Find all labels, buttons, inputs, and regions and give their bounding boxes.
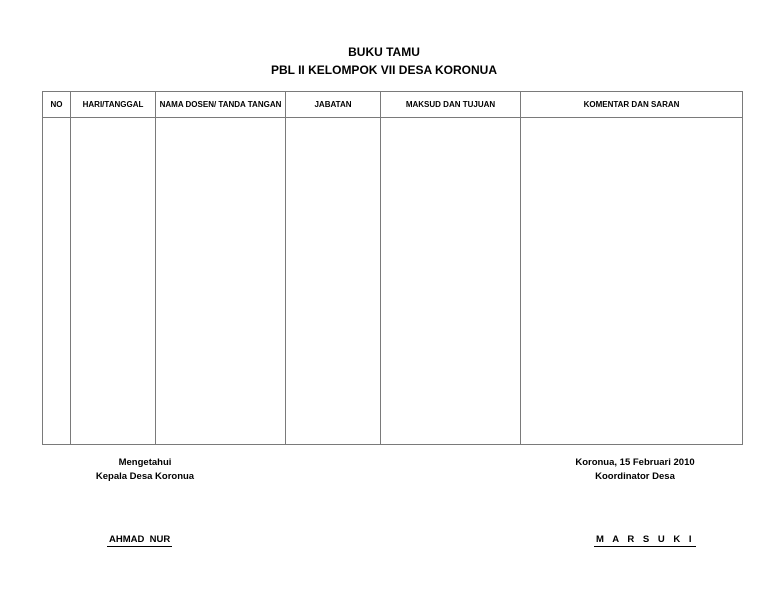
left-signatory-name: AHMAD NUR <box>109 534 171 545</box>
table-cell-comments <box>521 118 743 445</box>
left-signature-line1: Mengetahui <box>118 457 172 468</box>
left-signature-block <box>80 456 210 484</box>
document-title: BUKU TAMU <box>348 45 420 59</box>
table-header-row <box>43 92 743 118</box>
table-cell-purpose <box>381 118 521 445</box>
table-cell-no <box>43 118 71 445</box>
column-header-date: HARI/TANGGAL <box>71 92 156 118</box>
table-row <box>43 118 743 445</box>
right-signature-line2: Koordinator Desa <box>595 471 675 482</box>
table-cell-name-signature <box>156 118 286 445</box>
column-header-purpose: MAKSUD DAN TUJUAN <box>381 92 521 118</box>
left-signature-line2: Kepala Desa Koronua <box>95 471 195 482</box>
right-signatory-name: M A R S U K I <box>596 534 695 545</box>
document-subtitle: PBL II KELOMPOK VII DESA KORONUA <box>270 63 498 77</box>
column-header-no: NO <box>43 92 71 118</box>
right-signature-line1: Koronua, 15 Februari 2010 <box>575 457 695 468</box>
table-cell-position <box>286 118 381 445</box>
column-header-comments: KOMENTAR DAN SARAN <box>521 92 743 118</box>
column-header-name-signature: NAMA DOSEN/ TANDA TANGAN <box>156 92 286 118</box>
table-cell-date <box>71 118 156 445</box>
right-signature-block <box>555 456 715 484</box>
column-header-position: JABATAN <box>286 92 381 118</box>
guest-book-table <box>42 91 743 445</box>
